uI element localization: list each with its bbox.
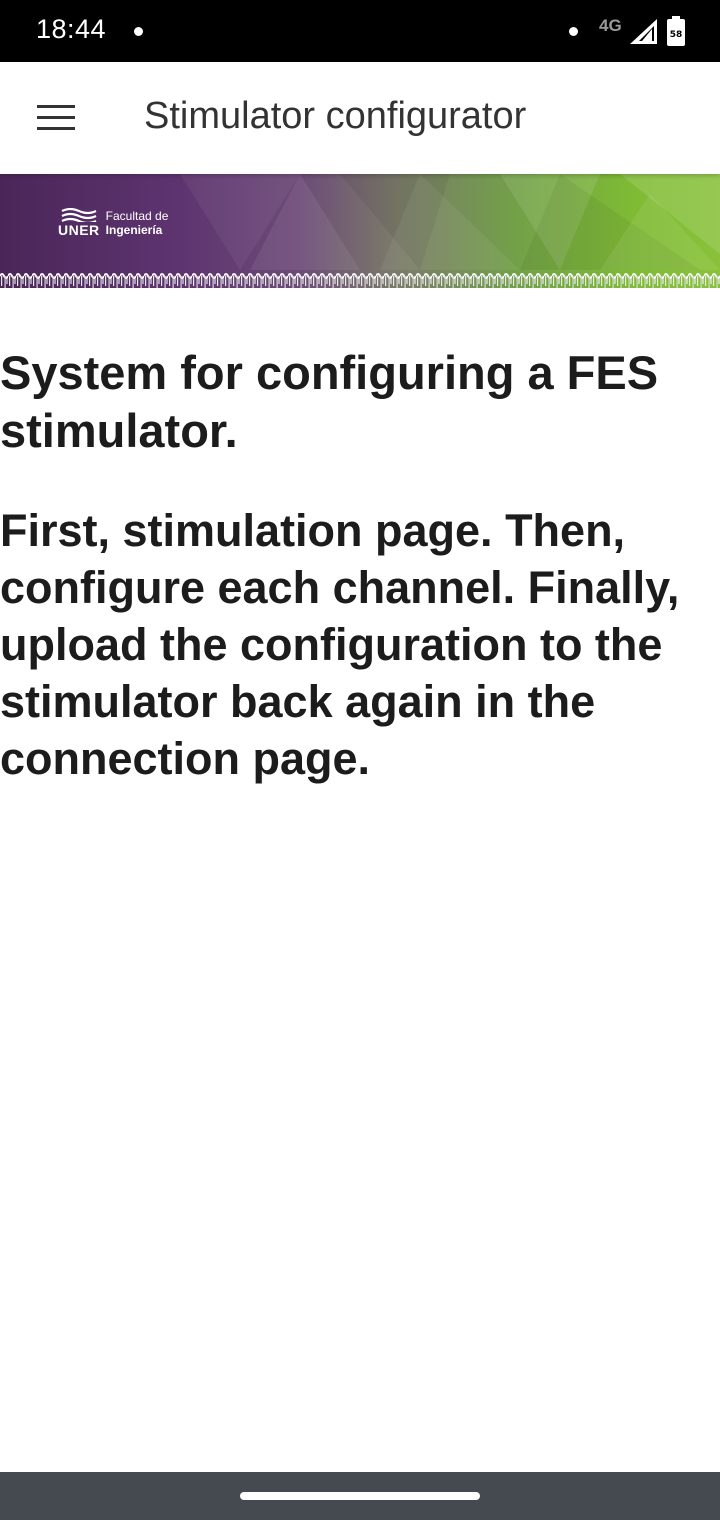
page-heading: System for configuring a FES stimulator. [0, 346, 659, 457]
status-time: 18:44 [36, 14, 107, 44]
wave-logo-icon [60, 208, 98, 222]
instructions-text: First, stimulation page. Then, configure each channel. Finally, upload the configuration to the stimulator back again in the connection page. [0, 505, 680, 784]
header-banner [0, 174, 720, 292]
notification-dot-icon [569, 27, 578, 36]
app-bar [0, 62, 720, 174]
logo-short: UNER [58, 222, 100, 238]
menu-button[interactable] [20, 82, 92, 154]
uner-logo [58, 208, 168, 237]
notification-dot-icon [134, 27, 143, 36]
banner-fringe [0, 270, 720, 292]
hamburger-menu-icon [37, 105, 75, 131]
app-title: Stimulator configurator [144, 95, 527, 137]
logo-line-2: Ingeniería [105, 223, 163, 237]
system-nav-bar [0, 1472, 720, 1520]
battery-level: 58 [669, 30, 683, 40]
logo-line-1: Facultad de [105, 209, 169, 223]
network-type: 4G [599, 16, 622, 35]
home-gesture-handle[interactable] [240, 1492, 480, 1500]
battery-icon [666, 16, 686, 46]
signal-icon [630, 19, 657, 44]
status-bar [0, 0, 720, 62]
